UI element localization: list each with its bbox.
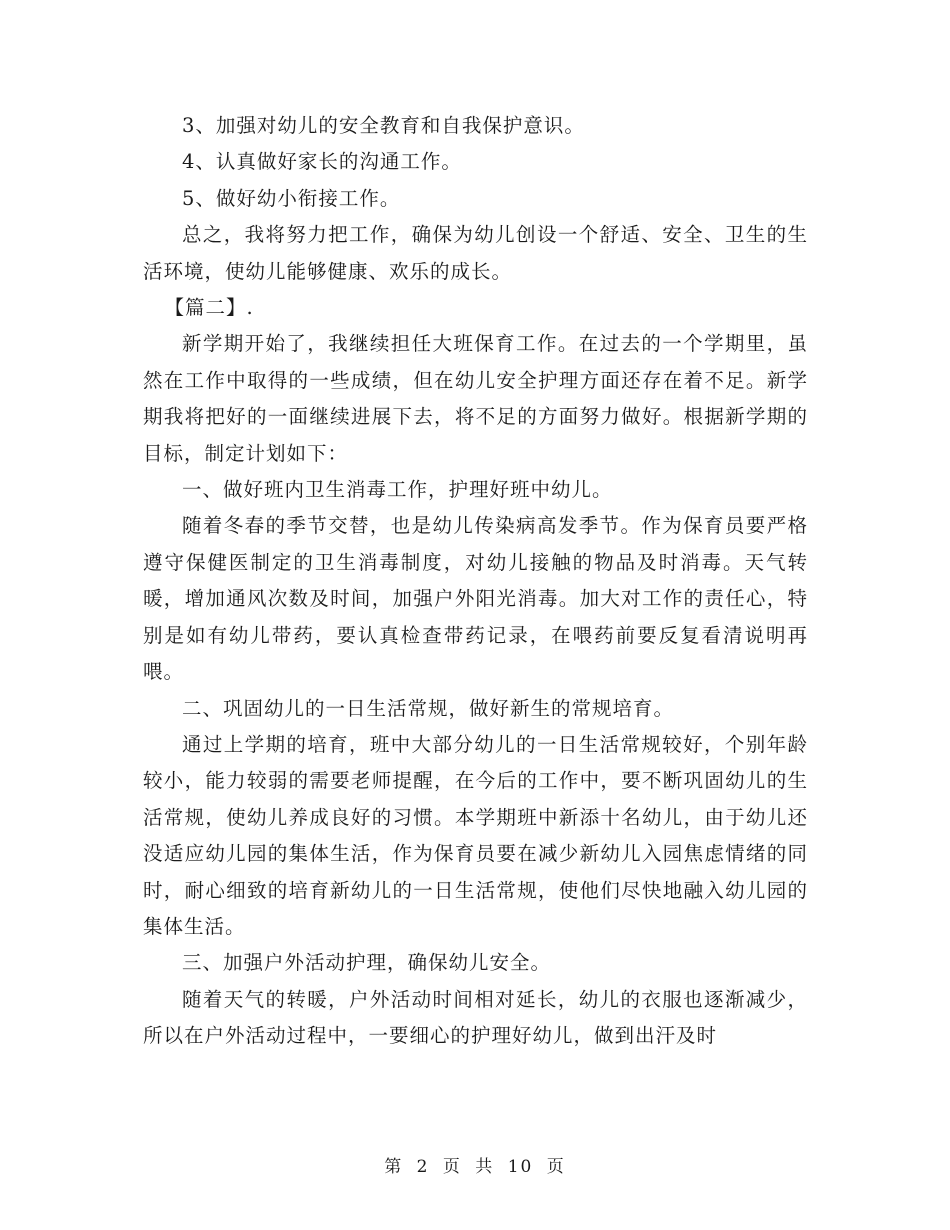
paragraph-item-5: 5、做好幼小衔接工作。 [182, 186, 401, 210]
document-body [143, 108, 808, 1055]
paragraph-section-three: 随着天气的转暖，户外活动时间相对延长，幼儿的衣服也逐渐减少，所以在户外活动过程中，一要细心的护理好幼儿，做到出汗及时 [143, 987, 808, 1048]
footer-current-page: 2 [416, 1157, 430, 1177]
heading-section-two: 二、巩固幼儿的一日生活常规，做好新生的常规培育。 [182, 696, 675, 720]
heading-section-three: 三、加强户外活动护理，确保幼儿安全。 [182, 951, 552, 975]
section-heading-part-two: 【篇二】. [164, 296, 254, 320]
paragraph-intro: 新学期开始了，我继续担任大班保育工作。在过去的一个学期里，虽然在工作中取得的一些成绩，但在幼儿安全护理方面还存在着不足。新学期我将把好的一面继续进展下去，将不足的方面努力做好。根据新学期的目标，制定计划如下： [143, 332, 808, 465]
paragraph-summary: 总之，我将努力把工作，确保为幼儿创设一个舒适、安全、卫生的生活环境，使幼儿能够健康、欢乐的成长。 [143, 223, 808, 283]
footer-suffix: 页 [546, 1157, 566, 1177]
heading-section-one: 一、做好班内卫生消毒工作，护理好班中幼儿。 [182, 478, 613, 502]
footer-total-word: 共 [475, 1157, 495, 1177]
footer-prefix: 第 [384, 1157, 404, 1177]
page-footer [0, 1152, 950, 1177]
paragraph-section-one: 随着冬春的季节交替，也是幼儿传染病高发季节。作为保育员要严格遵守保健医制定的卫生消毒制度，对幼儿接触的物品及时消毒。天气转暖，增加通风次数及时间，加强户外阳光消毒。加大对工作的责任心，特别是如有幼儿带药，要认真检查带药记录，在喂药前要反复看清说明再喂。 [143, 514, 808, 684]
footer-page-word: 页 [442, 1157, 462, 1177]
paragraph-item-3: 3、加强对幼儿的安全教育和自我保护意识。 [182, 114, 585, 137]
paragraph-section-two: 通过上学期的培育，班中大部分幼儿的一日生活常规较好，个别年龄较小，能力较弱的需要老师提醒，在今后的工作中，要不断巩固幼儿的生活常规，使幼儿养成良好的习惯。本学期班中新添十名幼儿，由于幼儿还没适应幼儿园的集体生活，作为保育员要在减少新幼儿入园焦虑情绪的同时，耐心细致的培育新幼儿的一日生活常规，使他们尽快地融入幼儿园的集体生活。 [143, 732, 808, 938]
paragraph-item-4: 4、认真做好家长的沟通工作。 [182, 150, 462, 174]
footer-total-pages: 10 [507, 1157, 534, 1177]
